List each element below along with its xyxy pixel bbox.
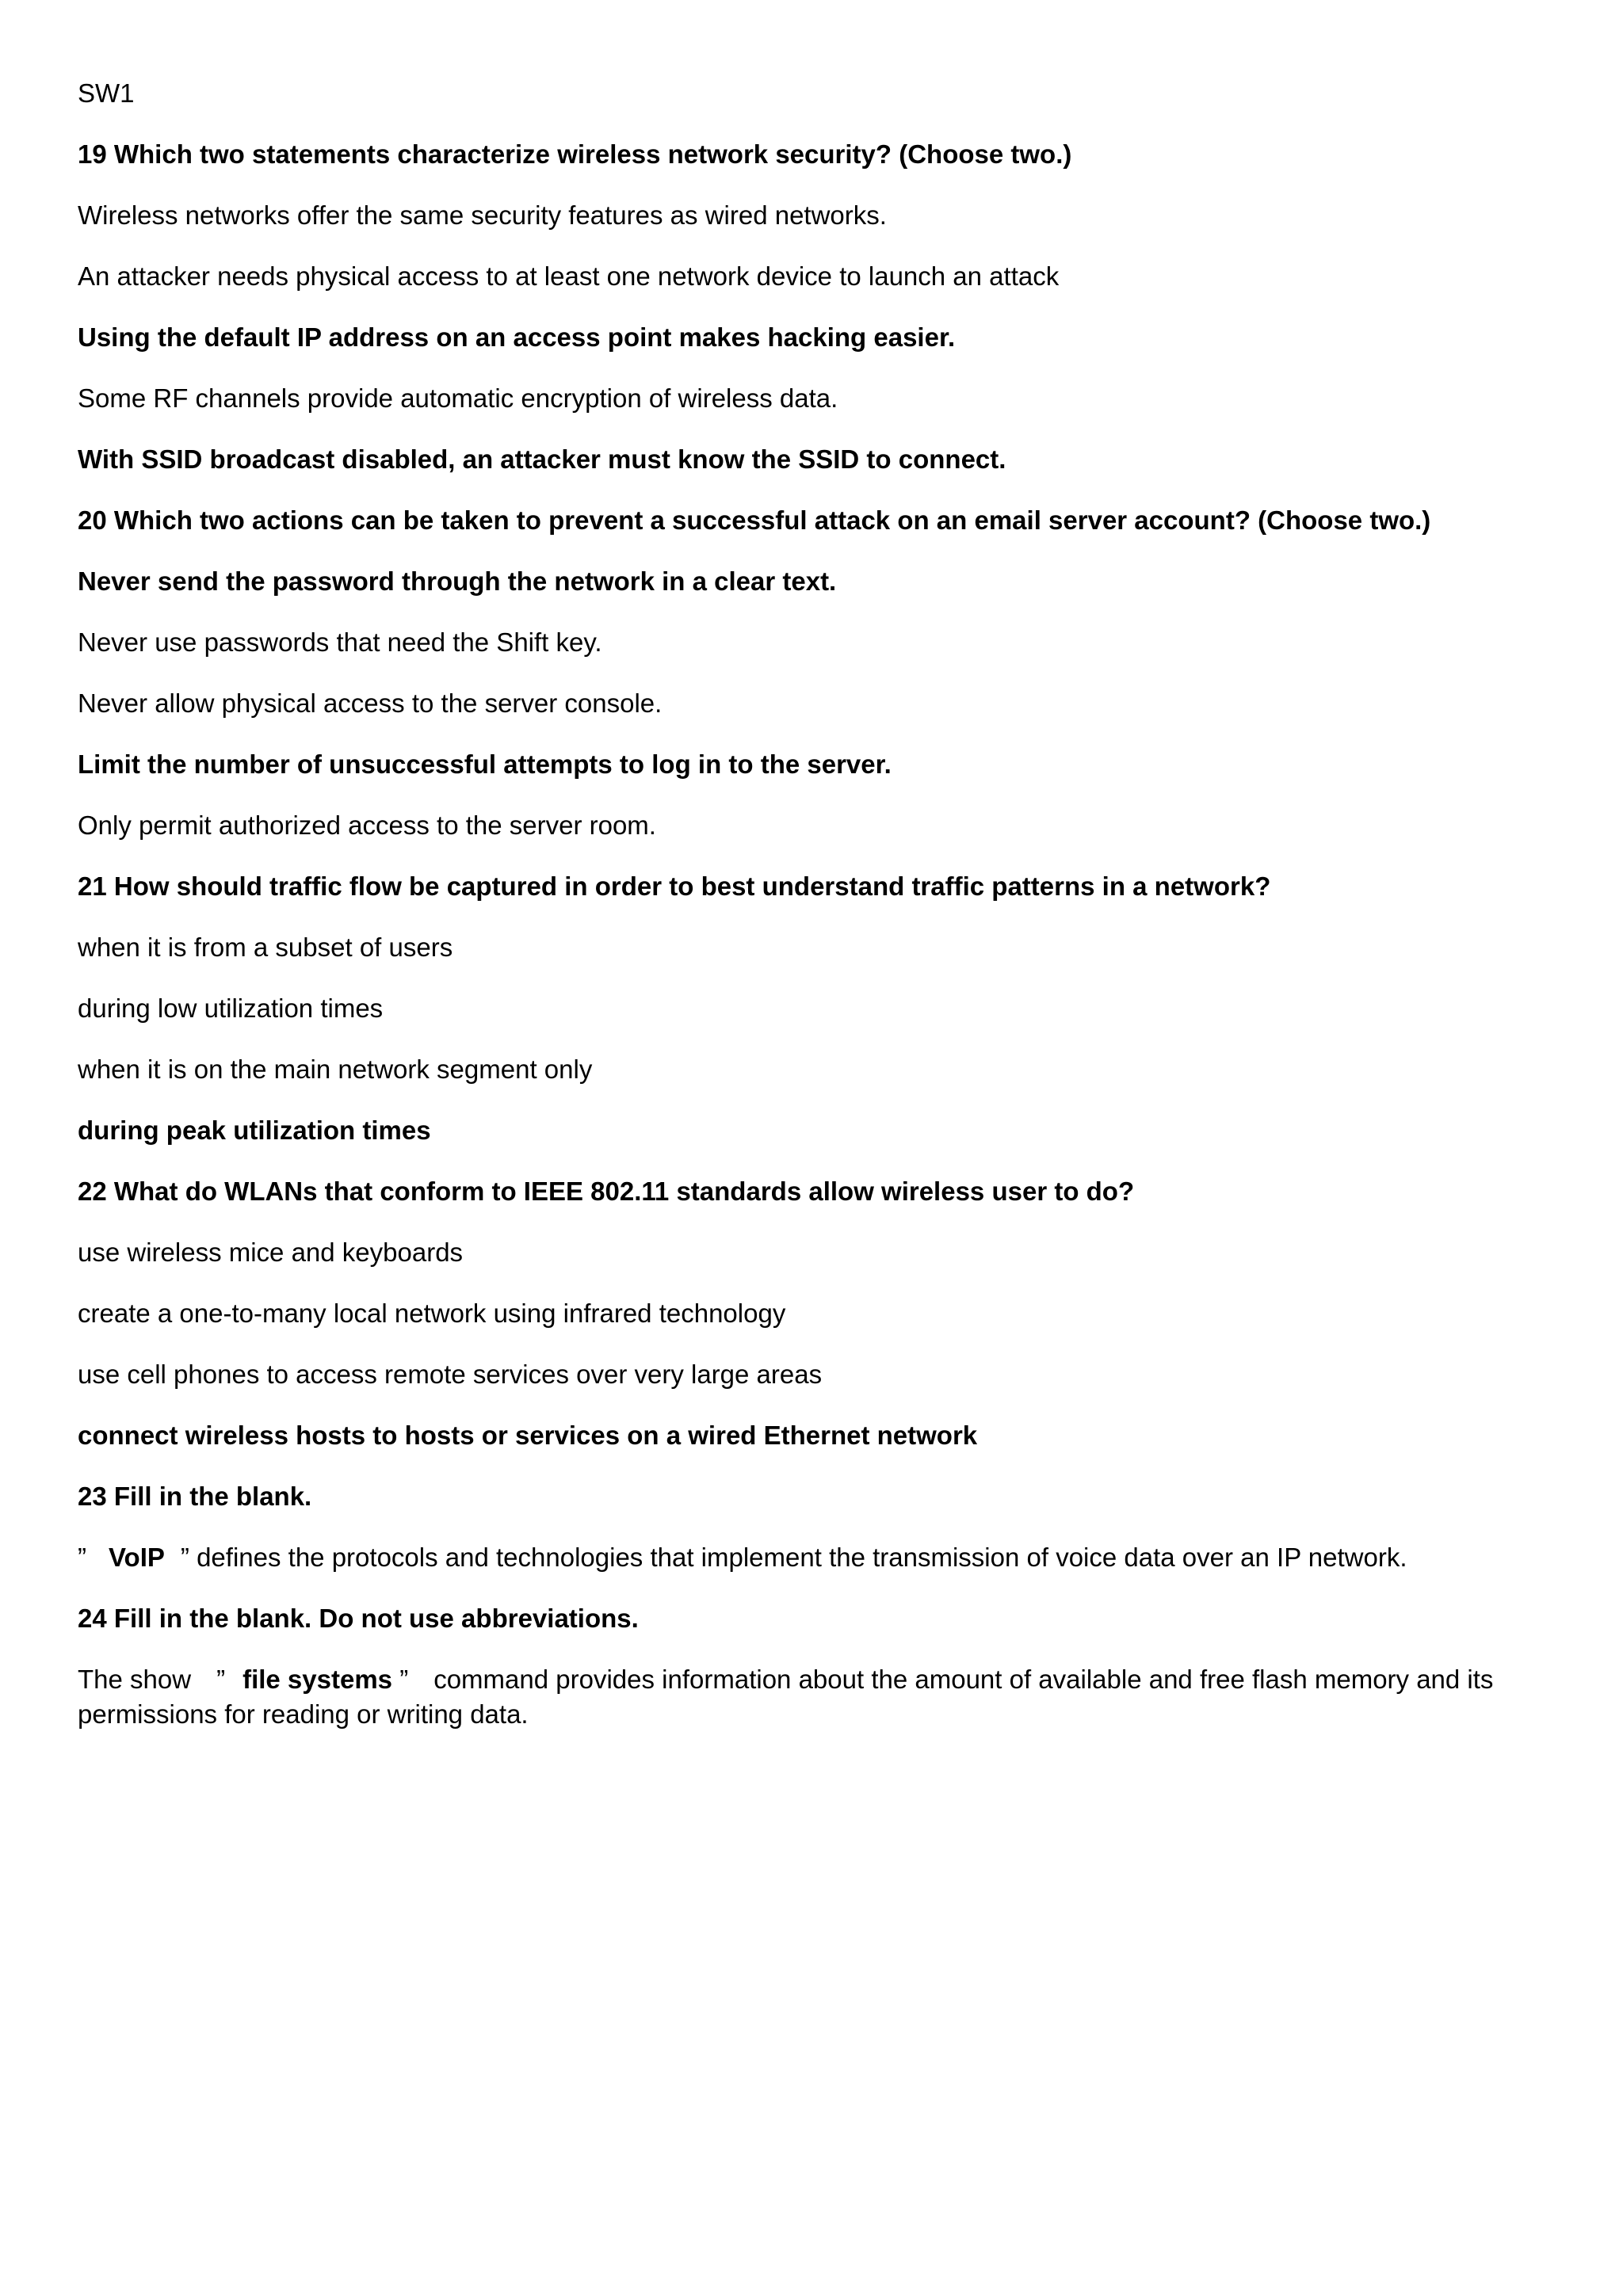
q19-option-2: An attacker needs physical access to at least one network device to launch an attack — [78, 261, 1060, 291]
q23-answer: VoIP — [109, 1543, 165, 1572]
q22-option-2: create a one-to-many local network using infrared technology — [78, 1299, 786, 1328]
q24-prefix: The show — [78, 1665, 192, 1694]
q22-option-3: use cell phones to access remote services over very large areas — [78, 1360, 823, 1389]
q21-option-3: when it is on the main network segment only — [78, 1055, 593, 1084]
q21-option-2: during low utilization times — [78, 994, 384, 1023]
q20-option-4-correct: Limit the number of unsuccessful attempts to log in to the server. — [78, 749, 892, 779]
q21-option-4-correct: during peak utilization times — [78, 1116, 431, 1145]
q21-option-1: when it is from a subset of users — [78, 933, 453, 962]
document-page — [78, 76, 1568, 1732]
q24-quote-open: ” — [216, 1665, 226, 1694]
q23-quote-close: ” — [180, 1543, 189, 1572]
q22-option-4-correct: connect wireless hosts to hosts or services on a wired Ethernet network — [78, 1421, 978, 1450]
q24-answer-paragraph — [78, 1662, 1568, 1732]
question-21: 21 How should traffic flow be captured in order to best understand traffic patterns in a network? — [78, 871, 1271, 901]
question-22: 22 What do WLANs that conform to IEEE 802.11 standards allow wireless user to do? — [78, 1177, 1135, 1206]
q20-option-5: Only permit authorized access to the server room. — [78, 810, 656, 840]
question-20: 20 Which two actions can be taken to prevent a successful attack on an email server account? (Choose two.) — [78, 505, 1431, 535]
q22-option-1: use wireless mice and keyboards — [78, 1238, 464, 1267]
q23-quote-open: ” — [78, 1543, 86, 1572]
question-23: 23 Fill in the blank. — [78, 1482, 312, 1511]
q24-quote-close: ” — [399, 1665, 409, 1694]
q20-option-3: Never allow physical access to the server console. — [78, 688, 663, 718]
q19-option-3-correct: Using the default IP address on an access point makes hacking easier. — [78, 322, 956, 352]
q20-option-2: Never use passwords that need the Shift key. — [78, 627, 602, 657]
question-24: 24 Fill in the blank. Do not use abbreviations. — [78, 1604, 639, 1633]
q20-option-1-correct: Never send the password through the network in a clear text. — [78, 566, 837, 596]
q23-rest: defines the protocols and technologies that implement the transmission of voice data over an IP network. — [197, 1543, 1407, 1572]
q19-option-1: Wireless networks offer the same security features as wired networks. — [78, 200, 887, 230]
q23-answer-line — [78, 1540, 1568, 1575]
q24-rest: command provides information about the amount of available and free flash memory and its permissions for reading or writing data. — [78, 1665, 1494, 1729]
question-19: 19 Which two statements characterize wireless network security? (Choose two.) — [78, 139, 1072, 169]
q24-answer: file systems — [242, 1665, 393, 1694]
q19-option-4: Some RF channels provide automatic encryption of wireless data. — [78, 383, 838, 413]
q19-option-5-correct: With SSID broadcast disabled, an attacker must know the SSID to connect. — [78, 444, 1006, 474]
header-label: SW1 — [78, 78, 135, 108]
